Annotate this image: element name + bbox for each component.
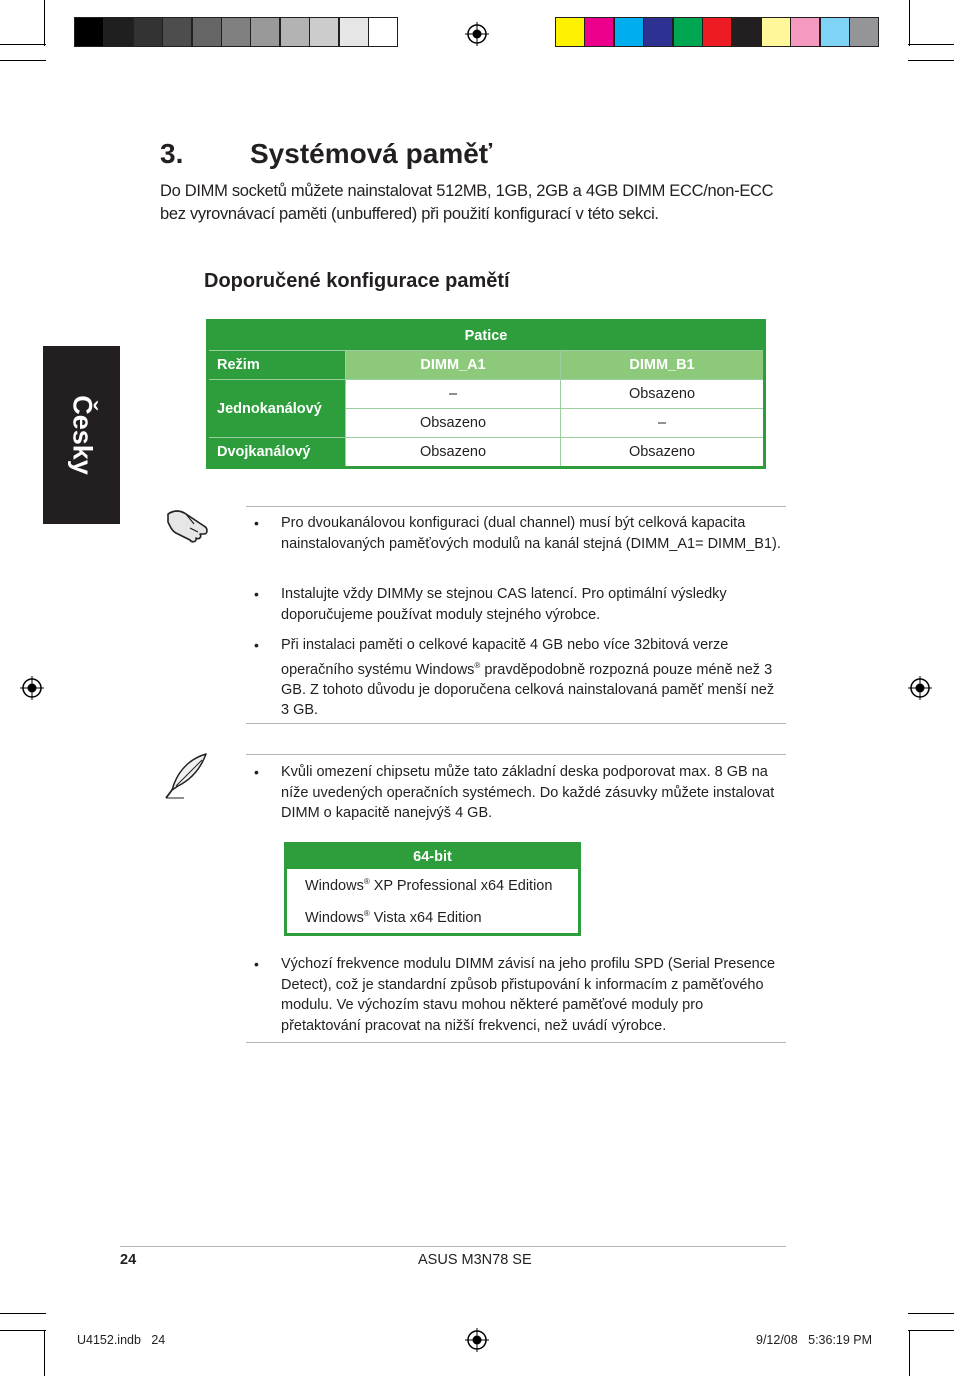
table-cell: – xyxy=(561,409,765,438)
registration-target-icon xyxy=(908,676,932,700)
section-number: 3. xyxy=(160,138,184,169)
divider xyxy=(246,723,786,724)
column-header-mode: Režim xyxy=(208,351,346,380)
table-cell: Obsazeno xyxy=(346,438,561,468)
os-edition: Vista x64 Edition xyxy=(369,909,482,926)
divider xyxy=(246,506,786,507)
os-row xyxy=(286,869,580,901)
color-swatch xyxy=(673,17,703,47)
section-title-text: Systémová paměť xyxy=(250,138,493,169)
color-swatch xyxy=(731,17,761,47)
registered-mark: ® xyxy=(363,908,370,918)
color-swatch xyxy=(761,17,791,47)
color-swatch xyxy=(790,17,820,47)
column-header-dimm-a1: DIMM_A1 xyxy=(346,351,561,380)
table-row xyxy=(208,380,765,409)
config-heading: Doporučené konfigurace pamětí xyxy=(204,270,510,292)
pointing-hand-icon xyxy=(164,504,212,544)
table-row xyxy=(286,869,580,901)
registration-target-icon xyxy=(465,22,489,46)
language-tab-label: Česky xyxy=(67,395,97,475)
color-swatch xyxy=(192,17,222,47)
bullet: • xyxy=(254,764,259,780)
color-swatch xyxy=(133,17,163,47)
table-cell: – xyxy=(346,380,561,409)
color-swatch xyxy=(643,17,673,47)
language-side-tab xyxy=(43,346,120,524)
bullet: • xyxy=(254,637,259,653)
divider xyxy=(246,1042,786,1043)
bullet: • xyxy=(254,956,259,972)
os-edition: XP Professional x64 Edition xyxy=(369,877,553,894)
os-name: Windows xyxy=(305,909,364,926)
quill-pen-icon xyxy=(162,752,210,800)
color-swatch xyxy=(555,17,585,47)
bullet: • xyxy=(254,586,259,602)
note-item: Pro dvoukanálovou konfiguraci (dual channel) musí být celková kapacita nainstalovaných paměťových modulů na kanál stejná (DIMM_A1= DIMM_B1). xyxy=(281,515,781,552)
os-table-header: 64-bit xyxy=(286,844,580,870)
color-swatch xyxy=(221,17,251,47)
color-swatch xyxy=(368,17,398,47)
color-swatch xyxy=(339,17,369,47)
row-mode-label: Dvojkanálový xyxy=(208,438,346,468)
section-title xyxy=(160,138,492,170)
color-swatch xyxy=(702,17,732,47)
table-row xyxy=(286,901,580,935)
os-name: Windows xyxy=(305,877,364,894)
table-cell: Obsazeno xyxy=(561,438,765,468)
table-row xyxy=(208,438,765,468)
intro-paragraph: Do DIMM socketů můžete nainstalovat 512MB, 1GB, 2GB a 4GB DIMM ECC/non-ECC bez vyrovnávací paměti (unbuffered) při použití konfigurací v této sekci. xyxy=(160,182,774,223)
registered-mark: ® xyxy=(363,876,370,886)
table-group-header: Patice xyxy=(208,321,765,351)
note-item xyxy=(281,635,786,721)
note-item: Kvůli omezení chipsetu může tato základní deska podporovat max. 8 GB na níže uvedených operačních systémech. Do každé zásuvky můžete instalovat DIMM o kapacitě nanejvýš 4 GB. xyxy=(281,764,775,821)
color-swatch xyxy=(162,17,192,47)
table-cell: Obsazeno xyxy=(346,409,561,438)
color-swatch xyxy=(584,17,614,47)
memory-config-table xyxy=(206,319,766,469)
divider xyxy=(246,754,786,755)
table-cell: Obsazeno xyxy=(561,380,765,409)
note-text: Při instalaci paměti o celkové kapacitě 4 GB nebo více 32bitová verze operačního systému Windows xyxy=(281,637,729,678)
note-item: Instalujte vždy DIMMy se stejnou CAS latencí. Pro optimální výsledky doporučujeme používat moduly stejného výrobce. xyxy=(281,586,727,623)
row-mode-label: Jednokanálový xyxy=(208,380,346,438)
color-swatch xyxy=(614,17,644,47)
product-name: ASUS M3N78 SE xyxy=(418,1252,532,1268)
color-swatch xyxy=(849,17,879,47)
page-number: 24 xyxy=(120,1252,137,1268)
registration-target-icon xyxy=(465,1328,489,1352)
color-swatch xyxy=(74,17,104,47)
os-support-table xyxy=(284,842,581,936)
color-swatch xyxy=(103,17,133,47)
footer-divider xyxy=(120,1246,786,1247)
registration-target-icon xyxy=(20,676,44,700)
color-swatch xyxy=(280,17,310,47)
os-row xyxy=(286,901,580,935)
column-header-dimm-b1: DIMM_B1 xyxy=(561,351,765,380)
registered-mark: ® xyxy=(474,660,481,670)
print-slug-date: 9/12/08 5:36:19 PM xyxy=(756,1333,873,1347)
color-swatch xyxy=(309,17,339,47)
color-swatch xyxy=(820,17,850,47)
color-swatch xyxy=(250,17,280,47)
note-text: pravděpodobně rozpozná pouze méně než 3 GB. Z tohoto důvodu je doporučena celková nainstalovaná paměť menší než 3 GB. xyxy=(281,661,775,719)
print-slug-file: U4152.indb 24 xyxy=(77,1333,166,1347)
bullet: • xyxy=(254,515,259,531)
note-item: Výchozí frekvence modulu DIMM závisí na jeho profilu SPD (Serial Presence Detect), což je standardní způsob přistupování k informacím z paměťového modulu. Ve výchozím stavu mohou některé paměťové moduly pro přetaktování pracovat na nižší frekvenci, než uvádí výrobce. xyxy=(281,956,776,1034)
